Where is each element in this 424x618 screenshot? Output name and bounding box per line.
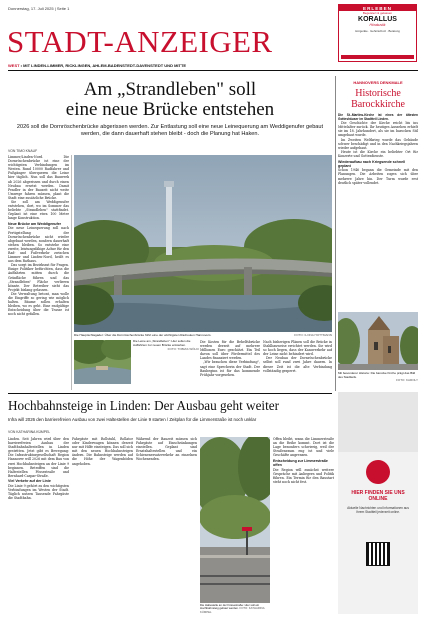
sidebar-title-line-1: Historische xyxy=(355,88,401,99)
bridge-illustration xyxy=(74,155,332,332)
sidebar-intro: Die St.-Martins-Kirche ist eines der ältesten Gotteshäuser im Stadtteil Linden. xyxy=(338,113,418,122)
lead-headline[interactable] xyxy=(8,80,332,120)
sidebar-body xyxy=(338,113,418,310)
online-ad-label: HIER FINDEN SIE UNS ONLINE xyxy=(351,490,405,502)
online-ad-logo xyxy=(366,460,390,484)
lead-subhead-1: Neue Brücke am Weddigenufer xyxy=(8,222,62,226)
region-text: • MIT LINDEN-LIMMER, RICKLINGEN, AHLEM-BADENSTEDT-DAVENSTEDT UND MITTE xyxy=(19,63,187,68)
lead-deck: 2026 soll die Dornröschenbrücke abgerissen werden. Zur Entlastung soll eine neue Leinequerung am Weddigenufer gebaut werden, die dann dauerhaft stehen bleibt - doch die Planung hat Haken. xyxy=(16,124,324,138)
lead-column-3b xyxy=(200,340,260,390)
church-caption-text: Mit besonderer Historie: Die barocke Kirche prägt das Bild des Stadtteils. xyxy=(338,371,416,379)
lead-column-1 xyxy=(8,155,69,390)
photo1-credit: FOTO: ILONA HOTTMANN xyxy=(294,333,332,337)
region-label: WEST xyxy=(8,63,20,68)
church-photo[interactable] xyxy=(338,312,418,370)
church-caption xyxy=(338,372,418,383)
online-ad[interactable] xyxy=(338,392,418,614)
second-headline[interactable]: Hochbahnsteige in Linden: Der Ausbau geht weiter xyxy=(8,398,279,413)
tram-photo-credit: FOTO: KATHARINA KÜMPEL xyxy=(200,606,265,614)
tram-illustration xyxy=(200,437,270,603)
second-col5-p1: Offen bleibt, wann die Limmerstraße an die Reihe kommt. Dort ist die Lage besonders schwierig, weil der Straßenraum eng ist und viele Geschäfte angrenzen. xyxy=(273,437,334,458)
sidebar-kicker: HANNOVERS DENKMALE xyxy=(353,80,403,85)
bridge-photo[interactable] xyxy=(74,155,332,332)
lead-col1-p3: Die neue Leinequerung soll nach Fertigstellung der Dornröschenbrücke nicht wieder abgebaut werden, sondern dauerhaft stehen bleiben. So entstehe eine zweite, leistungsfähige Achse für den Rad- und Fußverkehr zwischen Limmer und Linden-Nord, heißt es aus dem Rathaus. xyxy=(8,226,69,264)
lead-col1-p4: Das sorgt im Bezirksrat für Fragen. Einige Politiker befürchten, dass die Auffahrten mitten durch die Grünfläche führen und das „Strandleben" Fläche verlieren könnte. Der Betreiber sieht das Projekt bislang gelassen. xyxy=(8,263,69,292)
ad-strip xyxy=(341,55,414,59)
photo2-credit: FOTO: TOBIAS WÖLKI xyxy=(167,346,199,351)
second-column-1 xyxy=(8,437,69,613)
sidebar-p3: Heute ist die Kirche ein beliebter Ort für Konzerte und Gottesdienste. xyxy=(338,149,418,158)
masthead[interactable]: STADT-ANZEIGER xyxy=(7,24,273,59)
section-rule xyxy=(8,393,332,394)
second-column-5 xyxy=(273,437,334,613)
lead-col4-p2: Der Neubau der Dornröschenbrücke selbst soll rund zwei Jahre dauern. In dieser Zeit ist die alte Verbindung vollständig gesperrt. xyxy=(263,356,332,373)
riverbank-photo[interactable] xyxy=(74,340,131,384)
sidebar-subhead: Wiederaufbau nach Kriegsende schnell geplant xyxy=(338,159,406,168)
lead-col1-p5: Die Verwaltung betont, man wolle die Eingriffe so gering wie möglich halten. Bäume sollen erhalten bleiben, wo es geht. Eine endgültige Entscheidung über die Trasse ist noch nicht gefallen. xyxy=(8,291,69,317)
second-column-2 xyxy=(72,437,133,613)
tram-caption-text: Die Haltestelle an der Fössestraße: Hier soll ein Hochbahnsteig gebaut werden. xyxy=(200,604,260,611)
lead-column-5 xyxy=(263,340,332,390)
second-byline: VON KATHARINA KÜMPEL xyxy=(8,430,51,434)
lead-byline: VON TIMO KNAUF xyxy=(8,149,38,153)
ad-small: Hörgeräte · Gehörschutz · Beratung xyxy=(355,29,400,34)
sidebar-title-line-2: Barockkirche xyxy=(351,99,405,110)
online-ad-qr[interactable] xyxy=(366,542,390,566)
online-ad-text: Aktuelle Nachrichten und Informationen aus Ihrem Stadtteil jederzeit online. xyxy=(347,506,409,515)
photo2-caption-text: Die Leine am „Strandleben": Hier sollen die Auffahrten zur neuen Brücke entstehen. xyxy=(133,340,191,347)
sidebar-p2: Im Zweiten Weltkrieg wurde das Gebäude schwer beschädigt und in den Nachkriegsjahren wieder aufgebaut. xyxy=(338,137,418,150)
sidebar-p4: Schon 1946 begann die Gemeinde mit den Planungen. Die Arbeiten zogen sich über mehrere Jahre hin. Der Turm wurde erst deutlich später vollendet. xyxy=(338,168,418,185)
region-line xyxy=(8,63,186,68)
second-subhead-1: Viel Verkehr auf der Linie xyxy=(8,479,51,484)
second-subhead-5: Entscheidung zur Limmerstraße offen xyxy=(273,458,328,468)
lead-col1-p1: Limmer/Linden-Nord. Die Dornröschenbrücke ist eine der wichtigsten Verbindungen im Westen. Rund 10000 Radfahrer und Fußgänger überqueren die Leine hier täglich. Nun soll das Bauwerk ab 2026 abgerissen und durch einen Neubau ersetzt werden. Damit Pendler in der Bauzeit nicht weite Umwege fahren müssen, plant die Stadt eine zusätzliche Brücke. xyxy=(8,155,69,200)
lead-col4-p1: Nach bisherigen Plänen soll die Brücke in Stahlbauweise errichtet werden. Sie wird so hoch liegen, dass der Kanuverkehr auf der Leine nicht behindert wird. xyxy=(263,340,332,357)
lead-headline-line-2: eine neue Brücke entstehen xyxy=(65,99,275,120)
tram-caption xyxy=(200,604,270,616)
second-column-3 xyxy=(136,437,197,613)
online-ad-band xyxy=(338,392,418,452)
photo1-caption-text: Die Hauptschlagader: Über die Dornröschenbrücke führt eine der wichtigsten Radrouten Hannovers. xyxy=(74,333,212,337)
second-col1-p1: Linden. Seit Jahren wird über den barrierefreien Ausbau der Stadtbahnhaltestellen in Linden gestritten. Jetzt gibt es Bewegung: Die Infrastrukturgesellschaft Region Hannover will 2026 mit dem Bau von zwei Hochbahnsteigen an der Linie 9 beginnen. Betroffen sind die Haltestellen Fössestraße und Bernhard-Caspar-Straße. xyxy=(8,437,69,478)
ad-sub: Begeistert & gelassen xyxy=(362,11,393,16)
lead-col1-p2: Sie soll am Weddigenufer entstehen, dort, wo im Sommer das beliebte „Strandleben" stattfindet. Geplant ist eine etwa 100 Meter lange Konstruktion. xyxy=(8,200,69,221)
second-deck: Infra will 2026 den barrierefreien Ausbau von zwei Haltestellen der Linie 9 starten / Zeitplan für die Limmerstraße ist noch unklar xyxy=(8,417,257,422)
ad-brand: KORALLUS xyxy=(358,16,397,24)
photo1-caption xyxy=(74,334,332,338)
lead-headline-line-1: Am „Strandleben" soll xyxy=(83,79,257,100)
header-rule xyxy=(8,70,418,71)
second-col1-p2: Die Linie 9 gehört zu den wichtigsten Verbindungen im Westen der Stadt. Täglich nutzen Tausende Fahrgäste die Stadtbahn. xyxy=(8,483,69,501)
lead-column-3 xyxy=(74,386,199,390)
tram-photo[interactable] xyxy=(200,437,270,603)
church-photo-credit: FOTO: KAROLY xyxy=(396,378,418,383)
second-col5-p2: Die Region will zunächst weitere Gespräche mit Anliegern und Politik führen. Ein Termin für den Baustart steht noch nicht fest. xyxy=(273,467,334,485)
second-col2-p1: Fahrgäste mit Rollstuhl, Rollator oder Kinderwagen können derzeit nur mit Hilfe einsteigen. Das soll sich mit den neuen Hochbahnsteigen ändern. Die Bahnsteige werden auf die Höhe der Wagenböden angehoben. xyxy=(72,437,133,466)
header-ad[interactable] xyxy=(338,4,417,62)
photo2-caption xyxy=(133,340,199,384)
sidebar-p1: Die Geschichte der Kirche reicht bis ins Mittelalter zurück. Ihr heutiges Aussehen erhielt sie im 18. Jahrhundert, als sie im barocken Stil umgebaut wurde. xyxy=(338,121,418,138)
sidebar-title[interactable] xyxy=(338,88,418,110)
riverbank-illustration xyxy=(74,340,131,384)
lead-col3-p2: „Wir brauchen diese Verbindung", sagt eine Sprecherin der Stadt. Der Baubeginn ist für das kommende Frühjahr vorgesehen. xyxy=(200,360,260,377)
church-illustration xyxy=(338,312,418,370)
lead-col3-p1: Die Kosten für die Behelfsbrücke werden derzeit auf mehrere Millionen Euro geschätzt. Ein Teil davon soll über Fördermittel des Landes finanziert werden. xyxy=(200,340,260,361)
second-col3-p1: Während der Bauzeit müssen sich Fahrgäste auf Einschränkungen einstellen. Geplant sind Ersatzhaltestellen und ein Schienenersatzverkehr an einzelnen Wochenenden. xyxy=(136,437,197,462)
dateline: Donnerstag, 17. Juli 2025 | Seite 1 xyxy=(8,6,70,11)
ad-top: ERLEBEN xyxy=(339,5,416,11)
ad-brand-sub: Hörakustik xyxy=(369,23,386,28)
